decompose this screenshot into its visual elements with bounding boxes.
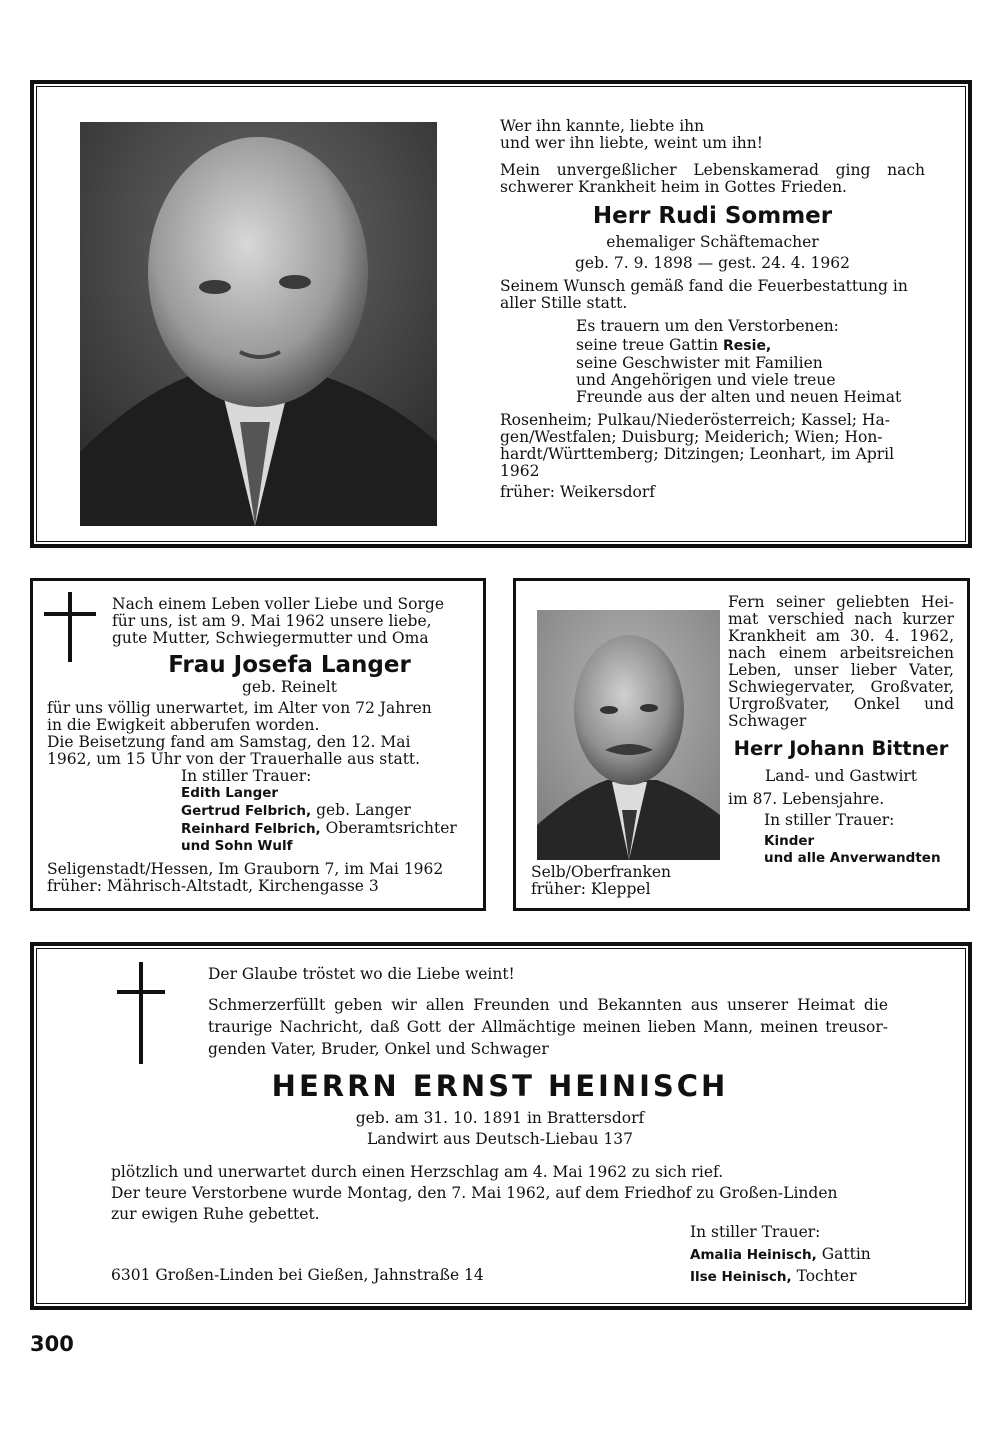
mourner: Edith Langer: [181, 785, 279, 801]
notice4-mourners: [690, 1224, 910, 1286]
intro-line: Nach einem Leben voller Liebe und Sorge: [112, 595, 445, 613]
places-line: hardt/Württemberg; Ditzingen; Leonhart, im April: [500, 445, 895, 463]
intro-line: für uns, ist am 9. Mai 1962 unsere liebe,: [112, 612, 432, 630]
mourner-name: Gertrud Felbrich,: [181, 803, 312, 819]
portrait-photo-johann-bittner: [537, 610, 720, 860]
intro-line: gute Mutter, Schwiegermutter und Oma: [112, 629, 429, 647]
places-line: gen/Westfalen; Duisburg; Meiderich; Wien; Hon-: [500, 428, 883, 446]
mourners-line: seine Geschwister mit Familien: [576, 354, 823, 372]
mourner: und alle Anverwandten: [764, 850, 941, 866]
text-line: Fern seiner geliebten Hei-: [728, 593, 954, 611]
intro-line: genden Vater, Bruder, Onkel und Schwager: [208, 1040, 549, 1058]
text-line: Schwiegervater, Großvater,: [728, 678, 954, 696]
text-line: Leben, unser lieber Vater,: [728, 661, 954, 679]
notice2-text: [47, 596, 472, 895]
age-line: im 87. Lebensjahre.: [728, 790, 885, 808]
notice4-body: [111, 1164, 891, 1223]
notice3-place: [531, 864, 721, 898]
text-line: in die Ewigkeit abberufen worden.: [47, 716, 320, 734]
text-line: Schwager: [728, 712, 807, 730]
intro-line: schwerer Krankheit heim in Gottes Frieden.: [500, 178, 847, 196]
intro-line: traurige Nachricht, daß Gott der Allmächtige meinen lieben Mann, meinen treusor-: [208, 1018, 888, 1036]
notice4-top: [208, 966, 888, 1058]
former-residence: früher: Weikersdorf: [500, 483, 655, 501]
born-line: geb. am 31. 10. 1891 in Brattersdorf: [355, 1109, 645, 1127]
mourner-wife-prefix: seine treue Gattin: [576, 336, 719, 354]
intro-line: Schmerzerfüllt geben wir allen Freunden und Bekannten aus unserer Heimat die: [208, 996, 888, 1014]
intro-line: Mein unvergeßlicher Lebenskamerad ging nach: [500, 161, 925, 179]
mourner-note: Gattin: [821, 1245, 871, 1263]
mourning-header: In stiller Trauer:: [181, 767, 312, 785]
verse-line: Wer ihn kannte, liebte ihn: [500, 117, 705, 135]
mourner-name: Ilse Heinisch,: [690, 1269, 792, 1285]
mourner-note: Oberamtsrichter: [325, 819, 457, 837]
mourners-intro: Es trauern um den Verstorbenen:: [576, 317, 839, 335]
notice4-born: [200, 1110, 800, 1148]
address: 6301 Großen-Linden bei Gießen, Jahnstraße 14: [111, 1266, 484, 1284]
cross-icon: [115, 962, 167, 1064]
mourner-wife-name: Resie,: [723, 338, 772, 354]
occupation: Landwirt aus Deutsch-Liebau 137: [366, 1130, 634, 1148]
former-residence: früher: Kleppel: [531, 880, 651, 898]
mourner: und Sohn Wulf: [181, 838, 293, 854]
former-residence: früher: Mährisch-Altstadt, Kirchengasse 3: [47, 877, 379, 895]
text-line: Urgroßvater, Onkel und: [728, 695, 954, 713]
mourner: Kinder: [764, 833, 815, 849]
place: Selb/Oberfranken: [531, 863, 672, 881]
funeral-line: aller Stille statt.: [500, 294, 628, 312]
deceased-name: Frau Josefa Langer: [168, 652, 411, 678]
notice3-text: [728, 594, 954, 867]
mourner-wife: [576, 337, 925, 355]
occupation: ehemaliger Schäftemacher: [606, 233, 819, 251]
notice1-text: [500, 118, 925, 501]
deceased-name: Herr Johann Bittner: [733, 737, 949, 760]
mourner: [181, 802, 472, 820]
mourners-line: Freunde aus der alten und neuen Heimat: [576, 388, 902, 406]
deceased-name: HERRN ERNST HEINISCH: [271, 1069, 729, 1103]
mourner-name: Reinhard Felbrich,: [181, 821, 321, 837]
verse-line: und wer ihn liebte, weint um ihn!: [500, 134, 764, 152]
address: Seligenstadt/Hessen, Im Grauborn 7, im Mai 1962: [47, 860, 444, 878]
mourner: [690, 1268, 910, 1286]
text-line: zur ewigen Ruhe gebettet.: [111, 1205, 320, 1223]
maiden-name: geb. Reinelt: [241, 678, 337, 696]
text-line: für uns völlig unerwartet, im Alter von 72 Jahren: [47, 699, 432, 717]
text-line: plötzlich und unerwartet durch einen Herzschlag am 4. Mai 1962 zu sich rief.: [111, 1163, 724, 1181]
mourning-header: In stiller Trauer:: [690, 1223, 821, 1241]
deceased-name: Herr Rudi Sommer: [592, 203, 833, 229]
life-dates: geb. 7. 9. 1898 — gest. 24. 4. 1962: [575, 254, 850, 272]
mourning-header: In stiller Trauer:: [764, 811, 895, 829]
page-number: 300: [30, 1332, 74, 1356]
places-line: 1962: [500, 462, 540, 480]
mourner: [690, 1246, 910, 1264]
text-line: Krankheit am 30. 4. 1962,: [728, 627, 954, 645]
mourner: [181, 820, 472, 838]
text-line: 1962, um 15 Uhr von der Trauerhalle aus statt.: [47, 750, 421, 768]
mourner-name: Amalia Heinisch,: [690, 1247, 817, 1263]
funeral-line: Seinem Wunsch gemäß fand die Feuerbestattung in: [500, 277, 908, 295]
text-line: nach einem arbeitsreichen: [728, 644, 954, 662]
verse-line: Der Glaube tröstet wo die Liebe weint!: [208, 965, 515, 983]
mourners-line: und Angehörigen und viele treue: [576, 371, 836, 389]
text-line: Die Beisetzung fand am Samstag, den 12. Mai: [47, 733, 411, 751]
occupation: Land- und Gastwirt: [764, 767, 918, 785]
text-line: mat verschied nach kurzer: [728, 610, 954, 628]
places-line: Rosenheim; Pulkau/Niederösterreich; Kassel; Ha-: [500, 411, 890, 429]
mourner-note: geb. Langer: [316, 801, 411, 819]
mourner-note: Tochter: [796, 1267, 857, 1285]
portrait-photo-rudi-sommer: [80, 122, 437, 526]
text-line: Der teure Verstorbene wurde Montag, den 7. Mai 1962, auf dem Friedhof zu Großen-Linden: [111, 1184, 838, 1202]
